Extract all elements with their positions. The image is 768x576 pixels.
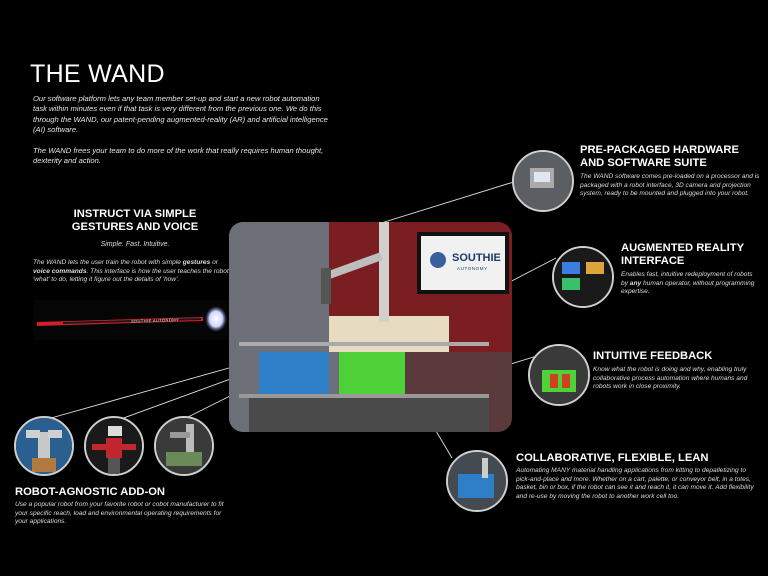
- camera-hardware-icon: [514, 152, 572, 210]
- hardware-circle: [512, 150, 574, 212]
- instruct-tagline: Simple. Fast. Intuitive.: [100, 241, 170, 248]
- screen-logo-sub: AUTONOMY: [457, 266, 488, 271]
- instruct-body-or: or: [210, 259, 218, 266]
- collaborative-robot-icon: [448, 452, 506, 510]
- ar-body-suffix: human operator, without programming expertise.: [621, 279, 755, 296]
- industrial-robot-icon: [156, 418, 212, 474]
- robot-arm-icon: [16, 418, 72, 474]
- feedback-heading: INTUITIVE FEEDBACK: [593, 350, 713, 362]
- instruct-section: [33, 208, 237, 250]
- feedback-body: Know what the robot is doing and why, enabling truly collaborative process automation where humans and robots work in close proximity.: [593, 366, 748, 391]
- feedback-circle: [528, 344, 590, 406]
- page-title: THE WAND: [30, 60, 165, 88]
- prepackaged-heading-line-2: AND SOFTWARE SUITE: [580, 157, 707, 169]
- robot-circle-3: [154, 416, 214, 476]
- intro-paragraph-2: The WAND frees your team to do more of the work that really requires human thought, dexterity and action.: [33, 145, 324, 166]
- instruct-heading: [33, 208, 237, 234]
- feedback-icon: [530, 346, 588, 404]
- robot-agnostic-heading: ROBOT-AGNOSTIC ADD-ON: [15, 486, 165, 498]
- collab-heading: COLLABORATIVE, FLEXIBLE, LEAN: [516, 452, 709, 464]
- main-photo: [229, 222, 512, 432]
- ar-heading-line-1: AUGMENTED REALITY: [621, 242, 745, 254]
- ar-heading: [621, 242, 744, 268]
- collab-body: Automating MANY material handling applications from kitting to depalletizing to pick-and-place and more. Whether on a cart, palette, or conveyor belt, in a totes, basket, bin or box, if the robot can see it and reach it, it can move it. Add flexibility and re-use by moving the robot to another work cell too.: [516, 467, 754, 500]
- ar-projection-icon: [554, 248, 612, 306]
- instruct-heading-line-2: GESTURES AND VOICE: [71, 221, 199, 233]
- instruct-body-gestures: gestures: [182, 259, 211, 266]
- instruct-heading-line-1: INSTRUCT VIA SIMPLE: [73, 208, 197, 220]
- instruct-body: [33, 259, 229, 285]
- wand-label: SOUTHIE AUTONOMY: [130, 317, 180, 324]
- prepackaged-body: The WAND software comes pre-loaded on a processor and is packaged with a robot interface, 3D camera and projection system, ready to be mounted and plugged into your robot.: [580, 173, 760, 198]
- robot-circle-2: [84, 416, 144, 476]
- ar-heading-line-2: INTERFACE: [621, 255, 685, 267]
- screen-logo: SOUTHIE: [452, 252, 501, 264]
- collab-circle: [446, 450, 508, 512]
- robot-agnostic-body: Use a popular robot from your favorite robot or cobot manufacturer to fit your specific reach, load and environmental operating requirements for your applications.: [15, 501, 224, 526]
- ar-body-prefix: Enables fast, intuitive redeployment of robots by: [621, 271, 753, 287]
- ar-body: [621, 271, 761, 297]
- ar-body-any: any: [629, 279, 642, 287]
- intro-text: [33, 94, 333, 176]
- prepackaged-heading: [580, 144, 739, 170]
- instruct-body-prefix: The WAND lets the user train the robot with simple: [33, 259, 183, 266]
- prepackaged-heading-line-1: PRE-PACKAGED HARDWARE: [580, 144, 739, 156]
- baxter-robot-icon: [86, 418, 142, 474]
- robot-circle-1: [14, 416, 74, 476]
- instruct-body-suffix: . This interface is how the user teaches the robot 'what' to do, letting it figure out the details of 'how'.: [33, 267, 229, 284]
- ar-circle: [552, 246, 614, 308]
- instruct-body-voice: voice commands: [33, 267, 87, 275]
- wand-image: [33, 300, 233, 340]
- intro-paragraph-1: Our software platform lets any team member set-up and start a new robot automation task within minutes even if that task is very different from the previous one. We do this through the WAND, our patent-pending augmented-reality (AR) and artificial intelligence (AI) software.: [33, 94, 328, 135]
